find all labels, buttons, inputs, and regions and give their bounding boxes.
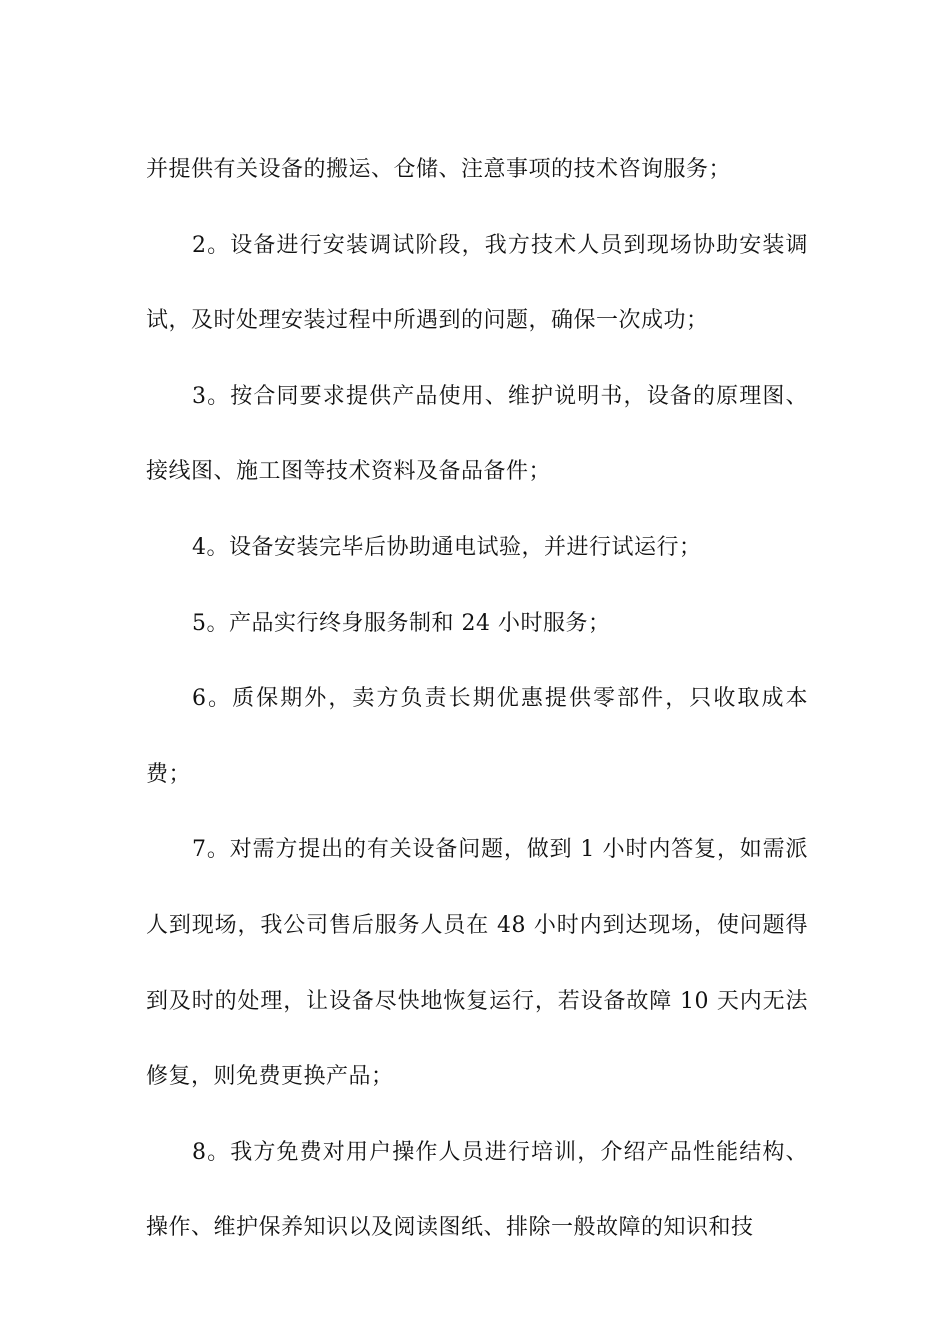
paragraph-item-2: 2。设备进行安装调试阶段，我方技术人员到现场协助安装调试，及时处理安装过程中所遇到的问题，确保一次成功； (146, 232, 808, 334)
paragraph-item-5: 5。产品实行终身服务制和 24 小时服务； (192, 610, 611, 636)
paragraph-item-6: 6。质保期外，卖方负责长期优惠提供零部件，只收取成本费； (146, 686, 808, 787)
paragraph-continuation: 并提供有关设备的搬运、仓储、注意事项的技术咨询服务； (146, 157, 732, 182)
paragraph-item-4: 4。设备安装完毕后协助通电试验，并进行试运行； (192, 534, 702, 560)
paragraph-item-8: 8。我方免费对用户操作人员进行培训，介绍产品性能结构、操作、维护保养知识以及阅读图纸、排除一般故障的知识和技 (146, 1139, 808, 1241)
paragraph-item-3: 3。按合同要求提供产品使用、维护说明书，设备的原理图、接线图、施工图等技术资料及备品备件； (146, 383, 808, 485)
document-body (146, 132, 808, 1266)
paragraph-item-7: 7。对需方提出的有关设备问题，做到 1 小时内答复，如需派人到现场，我公司售后服务人员在 48 小时内到达现场，使问题得到及时的处理，让设备尽快地恢复运行，若设备故障 10 天内无法修复，则免费更换产品； (146, 837, 808, 1090)
